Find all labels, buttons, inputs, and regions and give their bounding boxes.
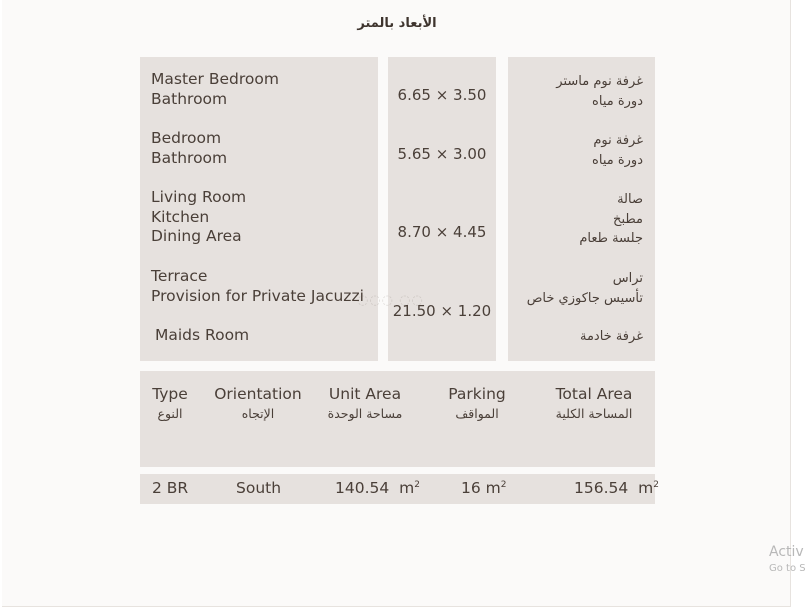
room-label-ar: غرفة نوم ماستر	[556, 74, 643, 89]
dimension-value: 21.50 × 1.20	[392, 302, 492, 320]
value-total-area	[574, 479, 659, 497]
room-label-ar: غرفة نوم	[593, 133, 643, 148]
rooms-arabic-panel	[508, 57, 655, 361]
parking-unit: m	[485, 479, 501, 497]
value-parking	[461, 479, 507, 497]
room-label-ar: مطبخ	[613, 211, 643, 227]
room-group-terrace-ar	[527, 269, 643, 308]
header-ar: مساحة الوحدة	[327, 406, 403, 421]
room-label-ar: تأسيس جاكوزي خاص	[526, 290, 643, 306]
page-title: الأبعاد بالمتر	[357, 16, 437, 31]
unit-superscript: 2	[414, 480, 420, 490]
unit-area-unit: m	[399, 479, 415, 497]
room-label-ar: غرفة خادمة	[579, 329, 643, 344]
header-en: Parking	[448, 385, 506, 403]
room-group-maids-ar	[580, 327, 643, 347]
room-label-ar: دورة مياه	[592, 93, 643, 109]
header-ar: النوع	[157, 406, 183, 421]
room-group-living	[151, 188, 246, 247]
rooms-english-panel	[140, 57, 378, 361]
room-label: Bedroom	[151, 129, 222, 147]
header-ar: الإتجاه	[241, 406, 275, 421]
header-parking	[438, 385, 516, 421]
room-label: Living Room	[151, 188, 247, 206]
unit-area-number: 140.54	[335, 479, 390, 497]
value-unit-area	[335, 479, 420, 497]
dimension-value: 5.65 × 3.00	[397, 145, 487, 163]
total-area-number: 156.54	[574, 479, 629, 497]
room-label: Dining Area	[151, 227, 242, 246]
header-unit-area	[320, 385, 410, 421]
header-en: Unit Area	[328, 385, 402, 403]
faded-watermark: ◌◌◌ ◌◌	[357, 293, 424, 308]
room-group-master	[151, 70, 279, 109]
dimension-value: 6.65 × 3.50	[397, 86, 487, 104]
room-label: Provision for Private Jacuzzi	[151, 286, 364, 305]
activate-line-1: Activ	[769, 544, 804, 560]
activate-windows-overlay	[769, 544, 806, 574]
room-label-ar: دورة مياه	[592, 152, 643, 168]
header-ar: المساحة الكلية	[555, 406, 633, 421]
dimension-value: 8.70 × 4.45	[397, 223, 487, 241]
room-group-maids	[155, 326, 249, 346]
header-type	[140, 385, 200, 421]
value-type: 2 BR	[152, 479, 189, 497]
parking-number: 16	[461, 479, 481, 497]
header-orientation	[210, 385, 306, 421]
header-en: Total Area	[555, 385, 633, 403]
room-label-ar: صالة	[617, 192, 643, 207]
room-group-bedroom-ar	[592, 131, 643, 170]
room-label: Bathroom	[151, 89, 228, 108]
summary-values-row	[140, 474, 659, 504]
header-en: Orientation	[214, 385, 302, 403]
summary-header-panel	[140, 371, 655, 467]
activate-line-2: Go to S	[769, 563, 806, 574]
header-ar: المواقف	[455, 406, 499, 421]
room-group-living-ar	[579, 190, 643, 249]
room-label: Terrace	[151, 267, 208, 285]
unit-superscript: 2	[500, 480, 507, 490]
room-label: Maids Room	[155, 326, 250, 344]
header-en: Type	[152, 385, 188, 403]
room-group-terrace	[151, 267, 364, 306]
room-label-ar: تراس	[612, 271, 643, 286]
unit-superscript: 2	[653, 480, 659, 490]
room-group-master-ar	[556, 72, 643, 111]
room-group-bedroom	[151, 129, 227, 168]
dimensions-panel	[388, 57, 496, 361]
room-label-ar: جلسة طعام	[579, 231, 643, 247]
floorplan-spec-page	[2, 0, 806, 607]
value-orientation: South	[236, 479, 282, 497]
header-total-area	[544, 385, 644, 421]
total-area-unit: m	[638, 479, 654, 497]
room-label: Bathroom	[151, 148, 228, 167]
room-label: Kitchen	[151, 207, 210, 226]
room-label: Master Bedroom	[151, 70, 279, 88]
